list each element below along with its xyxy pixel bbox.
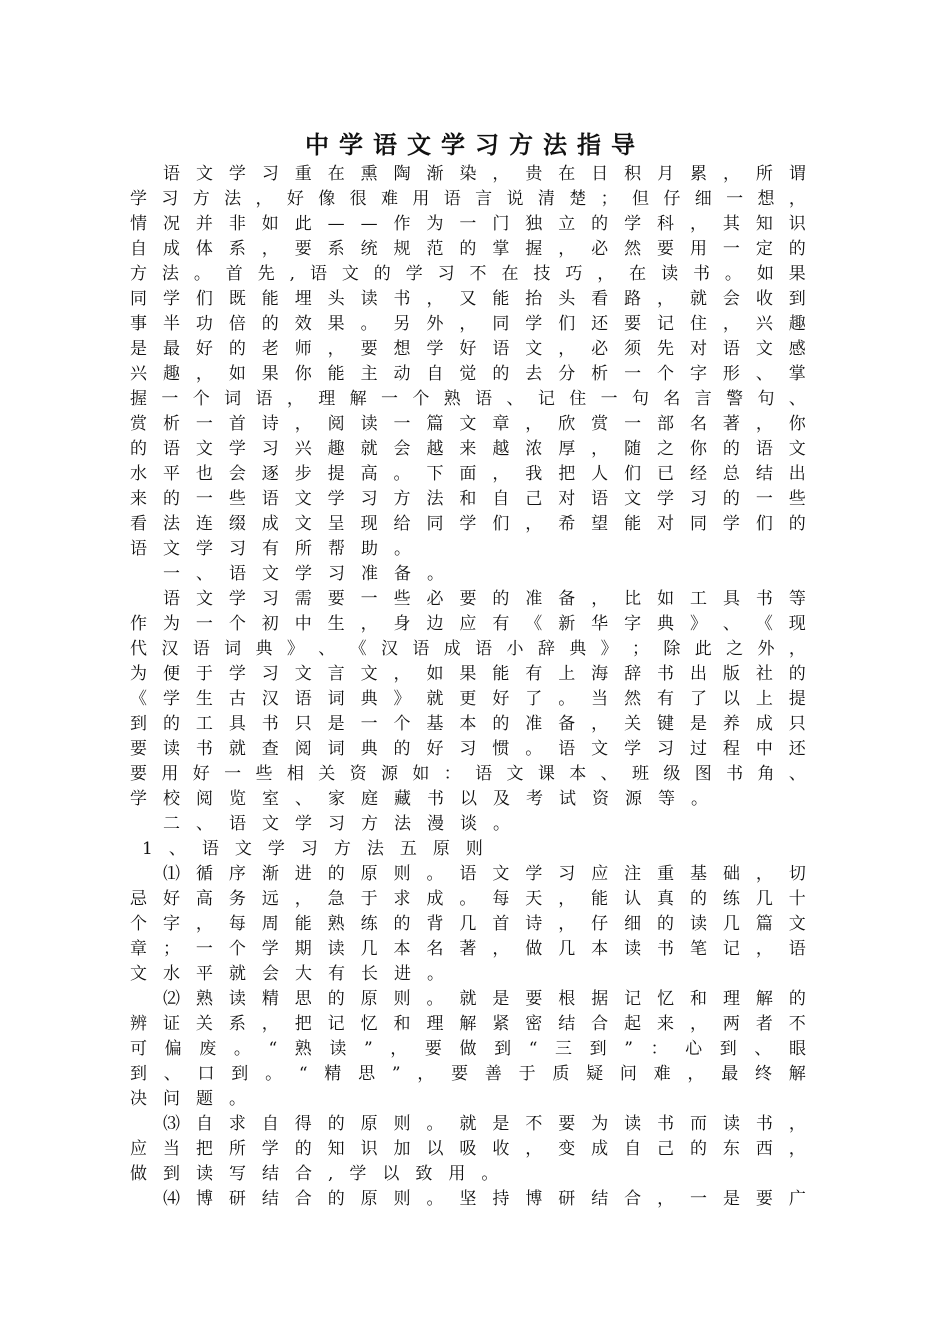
paragraph-line: 来 的 一 些 语 文 学 习 方 法 和 自 己 对 语 文 学 习 的 一 些 <box>130 489 806 509</box>
paragraph-line: 《 学 生 古 汉 语 词 典 》 就 更 好 了 。 当 然 有 了 以 上 提 <box>130 689 806 709</box>
paragraph-line: 二 、 语 文 学 习 方 法 漫 谈 。 <box>163 814 510 834</box>
paragraph-line: 章 ； 一 个 学 期 读 几 本 名 著 ， 做 几 本 读 书 笔 记 ， 语 <box>130 939 806 959</box>
paragraph-line: 一 、 语 文 学 习 准 备 。 <box>163 564 444 584</box>
paragraph-line: 学 习 方 法 ， 好 像 很 难 用 语 言 说 清 楚 ； 但 仔 细 一 想 ， <box>130 189 806 209</box>
document-title: 中学语文学习方法指导 <box>305 131 645 159</box>
paragraph-line: 代 汉 语 词 典 》 、 《 汉 语 成 语 小 辞 典 》 ； 除 此 之 外 ， <box>130 639 806 659</box>
paragraph-line: 决 问 题 。 <box>130 1089 246 1109</box>
paragraph-line: 的 语 文 学 习 兴 趣 就 会 越 来 越 浓 厚 ， 随 之 你 的 语 文 <box>130 439 806 459</box>
paragraph-line: 到 、 口 到 。 “ 精 思 ” ， 要 善 于 质 疑 问 难 ， 最 终 解 <box>130 1064 806 1084</box>
paragraph-line: 同 学 们 既 能 埋 头 读 书 ， 又 能 抬 头 看 路 ， 就 会 收 到 <box>130 289 806 309</box>
paragraph-line: 1 、 语 文 学 习 方 法 五 原 则 <box>142 839 483 859</box>
paragraph-line: 作 为 一 个 初 中 生 ， 身 边 应 有 《 新 华 字 典 》 、 《 现 <box>130 614 806 634</box>
paragraph-line: 要 读 书 就 查 阅 词 典 的 好 习 惯 。 语 文 学 习 过 程 中 还 <box>130 739 806 759</box>
paragraph-line: 辨 证 关 系 ， 把 记 忆 和 理 解 紧 密 结 合 起 来 ， 两 者 不 <box>130 1014 806 1034</box>
paragraph-line: ⑵ 熟 读 精 思 的 原 则 。 就 是 要 根 据 记 忆 和 理 解 的 <box>163 989 806 1009</box>
paragraph-line: 方 法 。 首 先 , 语 文 的 学 习 不 在 技 巧 ， 在 读 书 。 如 果 <box>130 264 806 284</box>
paragraph-line: 语 文 学 习 重 在 熏 陶 渐 染 ， 贵 在 日 积 月 累 ， 所 谓 <box>163 164 806 184</box>
paragraph-line: 握 一 个 词 语 ， 理 解 一 个 熟 语 、 记 住 一 句 名 言 警 句 、 <box>130 389 806 409</box>
paragraph-line: 学 校 阅 览 室 、 家 庭 藏 书 以 及 考 试 资 源 等 。 <box>130 789 708 809</box>
paragraph-line: 为 便 于 学 习 文 言 文 ， 如 果 能 有 上 海 辞 书 出 版 社 的 <box>130 664 806 684</box>
paragraph-line: 个 字 ， 每 周 能 熟 练 的 背 几 首 诗 ， 仔 细 的 读 几 篇 文 <box>130 914 806 934</box>
paragraph-line: 要 用 好 一 些 相 关 资 源 如 ： 语 文 课 本 、 班 级 图 书 角 、 <box>130 764 806 784</box>
paragraph-line: 语 文 学 习 需 要 一 些 必 要 的 准 备 ， 比 如 工 具 书 等 <box>163 589 806 609</box>
paragraph-line: 事 半 功 倍 的 效 果 。 另 外 ， 同 学 们 还 要 记 住 ， 兴 趣 <box>130 314 806 334</box>
paragraph-line: 看 法 连 缀 成 文 呈 现 给 同 学 们 ， 希 望 能 对 同 学 们 的 <box>130 514 806 534</box>
paragraph-line: 是 最 好 的 老 师 ， 要 想 学 好 语 文 ， 必 须 先 对 语 文 感 <box>130 339 806 359</box>
paragraph-line: 自 成 体 系 ， 要 系 统 规 范 的 掌 握 ， 必 然 要 用 一 定 的 <box>130 239 806 259</box>
paragraph-line: 语 文 学 习 有 所 帮 助 。 <box>130 539 411 559</box>
paragraph-line: 水 平 也 会 逐 步 提 高 。 下 面 ， 我 把 人 们 已 经 总 结 出 <box>130 464 806 484</box>
paragraph-line: 赏 析 一 首 诗 ， 阅 读 一 篇 文 章 ， 欣 赏 一 部 名 著 ， 你 <box>130 414 806 434</box>
paragraph-line: 情 况 并 非 如 此 — — 作 为 一 门 独 立 的 学 科 ， 其 知 识 <box>130 214 806 234</box>
paragraph-line: 忌 好 高 务 远 ， 急 于 求 成 。 每 天 ， 能 认 真 的 练 几 十 <box>130 889 806 909</box>
paragraph-line: ⑶ 自 求 自 得 的 原 则 。 就 是 不 要 为 读 书 而 读 书 ， <box>163 1114 806 1134</box>
paragraph-line: 文 水 平 就 会 大 有 长 进 。 <box>130 964 444 984</box>
paragraph-line: 可 偏 废 。 “ 熟 读 ” ， 要 做 到 “ 三 到 ” ： 心 到 、 眼 <box>130 1039 806 1059</box>
paragraph-line: ⑴ 循 序 渐 进 的 原 则 。 语 文 学 习 应 注 重 基 础 ， 切 <box>163 864 806 884</box>
paragraph-line: 应 当 把 所 学 的 知 识 加 以 吸 收 ， 变 成 自 己 的 东 西 ， <box>130 1139 806 1159</box>
paragraph-line: 到 的 工 具 书 只 是 一 个 基 本 的 准 备 ， 关 键 是 养 成 只 <box>130 714 806 734</box>
paragraph-line: ⑷ 博 研 结 合 的 原 则 。 坚 持 博 研 结 合 ， 一 是 要 广 <box>163 1189 806 1209</box>
paragraph-line: 兴 趣 ， 如 果 你 能 主 动 自 觉 的 去 分 析 一 个 字 形 、 掌 <box>130 364 806 384</box>
paragraph-line: 做 到 读 写 结 合 , 学 以 致 用 。 <box>130 1164 499 1184</box>
